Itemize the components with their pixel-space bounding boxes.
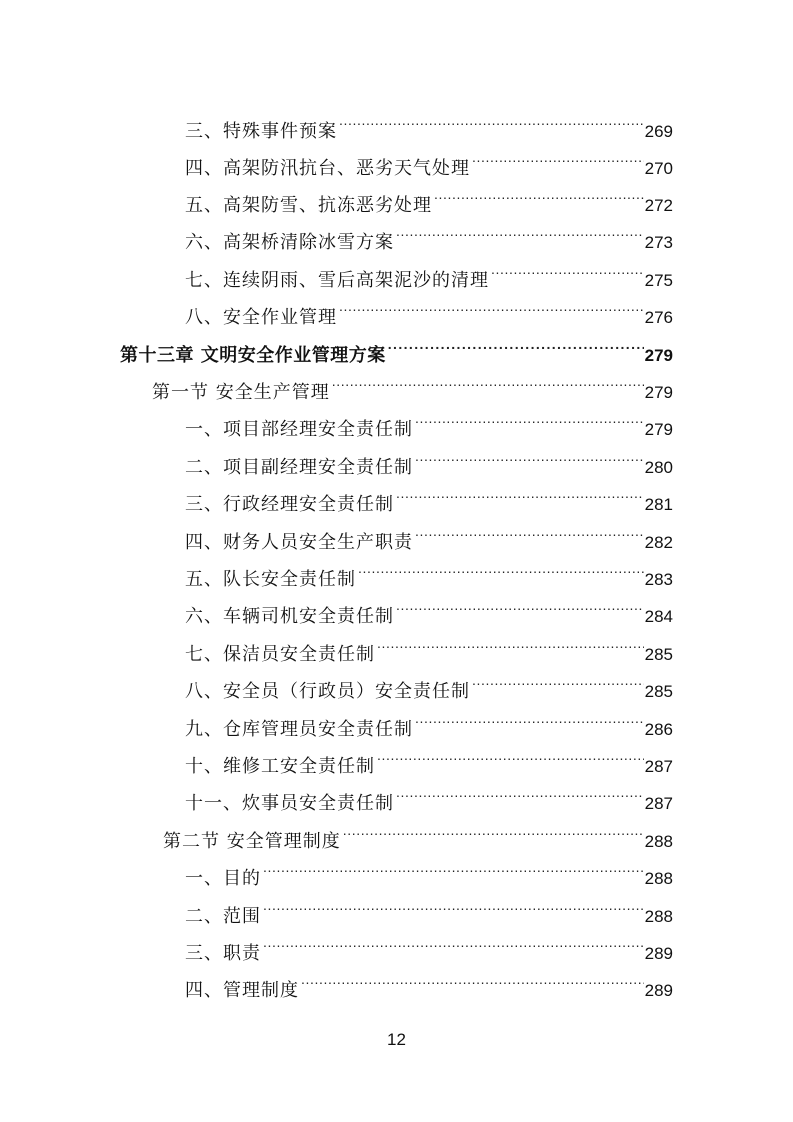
toc-entry-page: 288 (644, 869, 673, 888)
toc-entry-page: 269 (644, 122, 673, 141)
toc-entry-label: 六、车辆司机安全责任制 (185, 606, 394, 627)
dot-leader (396, 473, 644, 510)
toc-entry-page: 279 (644, 346, 673, 365)
dot-leader (434, 174, 644, 211)
dot-leader (415, 698, 644, 735)
dot-leader (472, 137, 644, 174)
toc-entry-label: 一、目的 (185, 868, 261, 889)
toc-entry[interactable] (185, 660, 673, 702)
toc-entry[interactable] (185, 847, 673, 889)
dot-leader (263, 922, 644, 959)
dot-leader (396, 772, 644, 809)
toc-entry[interactable] (185, 585, 673, 627)
dot-leader (339, 286, 644, 323)
dot-leader (358, 548, 644, 585)
toc-entry[interactable] (185, 211, 673, 253)
toc-section-entry[interactable] (163, 810, 673, 852)
toc-entry-page: 287 (644, 757, 673, 776)
dot-leader (301, 959, 644, 996)
dot-leader (332, 361, 644, 398)
toc-entry-label: 六、高架桥清除冰雪方案 (185, 232, 394, 253)
toc-entry[interactable] (185, 735, 673, 777)
toc-entry-page: 272 (644, 196, 673, 215)
toc-entry-page: 282 (644, 533, 673, 552)
toc-chapter-entry[interactable] (120, 324, 673, 366)
dot-leader (415, 436, 644, 473)
toc-entry-label: 十一、炊事员安全责任制 (185, 793, 394, 814)
toc-entry-label: 八、安全员（行政员）安全责任制 (185, 681, 470, 702)
toc-entry-page: 275 (644, 271, 673, 290)
toc-entry[interactable] (185, 286, 673, 328)
toc-entry[interactable] (185, 548, 673, 590)
dot-leader (343, 810, 644, 847)
toc-entry-label: 第一节 安全生产管理 (152, 382, 330, 403)
toc-entry-label: 三、行政经理安全责任制 (185, 494, 394, 515)
dot-leader (263, 885, 644, 922)
page-number: 12 (387, 1030, 406, 1049)
toc-section-entry[interactable] (152, 361, 673, 403)
toc-entry-page: 280 (644, 458, 673, 477)
toc-entry[interactable] (185, 100, 673, 142)
toc-entry-label: 四、管理制度 (185, 980, 299, 1001)
toc-entry-label: 一、项目部经理安全责任制 (185, 419, 413, 440)
toc-entry[interactable] (185, 959, 673, 1001)
toc-entry-label: 五、高架防雪、抗冻恶劣处理 (185, 195, 432, 216)
toc-entry[interactable] (185, 249, 673, 291)
toc-entry-label: 第二节 安全管理制度 (163, 831, 341, 852)
toc-entry-page: 285 (644, 645, 673, 664)
toc-entry-page: 289 (644, 944, 673, 963)
toc-entry[interactable] (185, 922, 673, 964)
toc-entry-label: 三、特殊事件预案 (185, 121, 337, 142)
toc-entry-page: 285 (644, 682, 673, 701)
toc-entry-page: 284 (644, 607, 673, 626)
dot-leader (263, 847, 644, 884)
toc-entry-label: 五、队长安全责任制 (185, 569, 356, 590)
toc-entry-page: 286 (644, 720, 673, 739)
toc-entry[interactable] (185, 174, 673, 216)
toc-entry-page: 288 (644, 832, 673, 851)
toc-entry-page: 273 (644, 233, 673, 252)
toc-entry-page: 283 (644, 570, 673, 589)
dot-leader (491, 249, 644, 286)
dot-leader (339, 100, 644, 137)
toc-entry[interactable] (185, 511, 673, 553)
dot-leader (377, 735, 644, 772)
dot-leader (472, 660, 644, 697)
toc-entry-page: 276 (644, 308, 673, 327)
toc-entry-label: 三、职责 (185, 943, 261, 964)
toc-entry-label: 二、范围 (185, 906, 261, 927)
toc-entry-label: 二、项目副经理安全责任制 (185, 457, 413, 478)
toc-entry-page: 289 (644, 981, 673, 1000)
toc-entry-label: 八、安全作业管理 (185, 307, 337, 328)
dot-leader (388, 324, 644, 361)
dot-leader (377, 623, 644, 660)
toc-entry[interactable] (185, 885, 673, 927)
toc-entry-label: 四、财务人员安全生产职责 (185, 532, 413, 553)
toc-entry-label: 七、连续阴雨、雪后高架泥沙的清理 (185, 270, 489, 291)
toc-entry-page: 279 (644, 420, 673, 439)
toc-entry[interactable] (185, 698, 673, 740)
toc-entry-label: 九、仓库管理员安全责任制 (185, 719, 413, 740)
toc-entry-label: 四、高架防汛抗台、恶劣天气处理 (185, 158, 470, 179)
toc-entry[interactable] (185, 623, 673, 665)
toc-entry-page: 287 (644, 794, 673, 813)
toc-entry[interactable] (185, 137, 673, 179)
dot-leader (415, 398, 644, 435)
toc-entry-label: 第十三章 文明安全作业管理方案 (120, 345, 386, 366)
toc-entry-label: 七、保洁员安全责任制 (185, 644, 375, 665)
toc-entry[interactable] (185, 436, 673, 478)
toc-entry-page: 270 (644, 159, 673, 178)
dot-leader (396, 585, 644, 622)
toc-entry[interactable] (185, 473, 673, 515)
dot-leader (415, 511, 644, 548)
toc-entry[interactable] (185, 772, 673, 814)
toc-entry-label: 十、维修工安全责任制 (185, 756, 375, 777)
dot-leader (396, 211, 644, 248)
toc-entry-page: 288 (644, 907, 673, 926)
toc-entry-page: 279 (644, 383, 673, 402)
toc-entry[interactable] (185, 398, 673, 440)
toc-entry-page: 281 (644, 495, 673, 514)
